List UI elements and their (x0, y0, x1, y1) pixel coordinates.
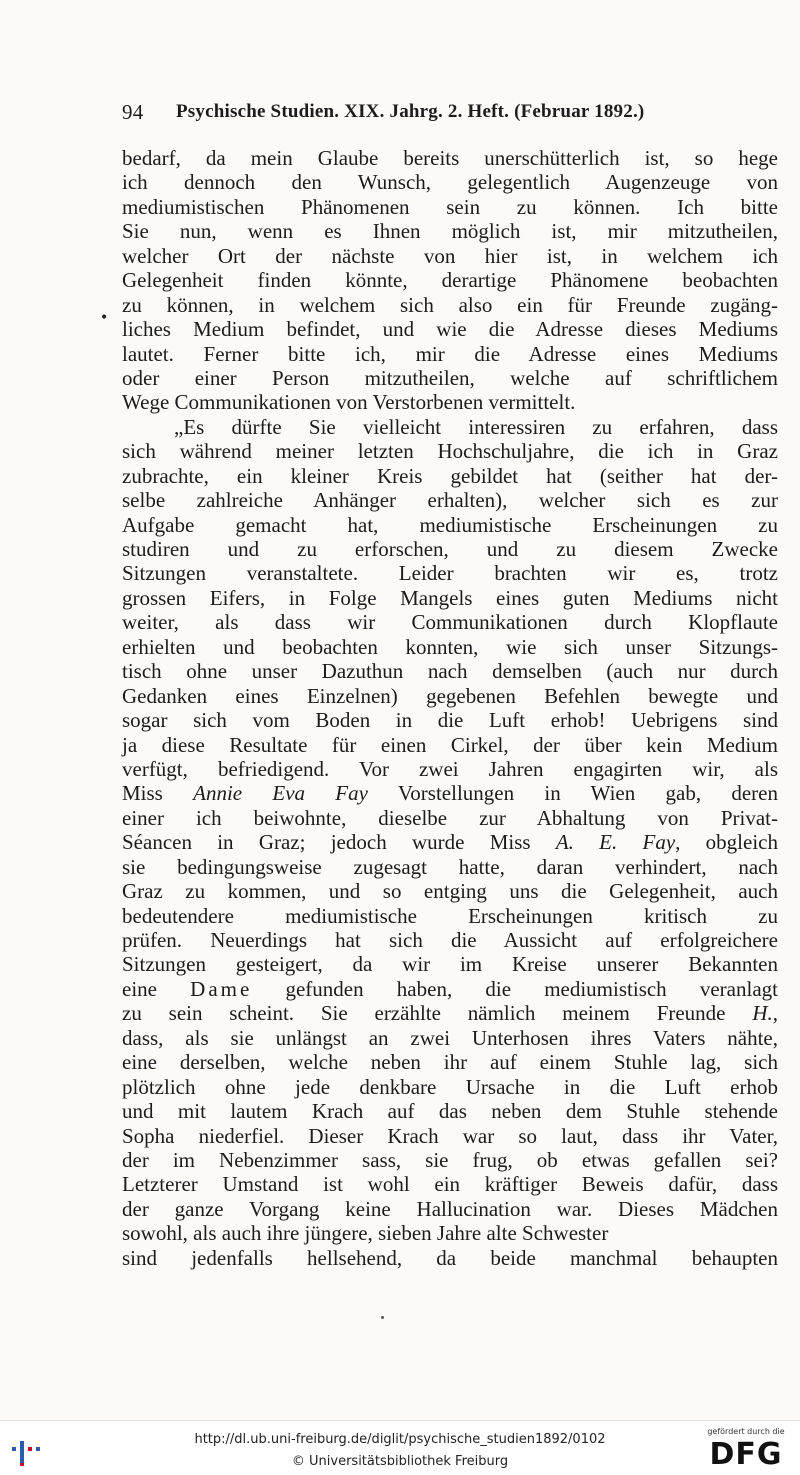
text-line: welcher Ort der nächste von hier ist, in welchem ich (122, 243, 778, 268)
text-line: Sopha niederfiel. Dieser Krach war so laut, dass ihr Vater, (122, 1123, 778, 1148)
text-line: Wege Communikationen von Verstorbenen vermittelt. (122, 390, 576, 415)
viewer-footer (0, 1420, 800, 1475)
text-line (122, 781, 778, 805)
text-line: studiren und zu erforschen, und zu diesem Zwecke (122, 537, 778, 561)
text-line: liches Medium befindet, und wie die Adresse dieses Mediums (122, 317, 778, 342)
text-line: Gelegenheit finden könnte, derartige Phänomene beobachten (122, 268, 778, 293)
text-line: bedarf, da mein Glaube bereits unerschütterlich ist, so hege (122, 146, 778, 170)
text-line: tisch ohne unser Dazuthun nach demselben (auch nur durch (122, 659, 778, 684)
page-number: 94 (122, 100, 144, 124)
text-line: sind jedenfalls hellsehend, da beide manchmal behaupten (122, 1245, 778, 1270)
text-line: zubrachte, ein kleiner Kreis gebildet hat (seither hat der- (122, 463, 778, 488)
text-line: sie bedingungsweise zugesagt hatte, daran verhindert, nach (122, 854, 778, 879)
text-line: erhielten und beobachten konnten, wie sich unser Sitzungs- (122, 634, 778, 659)
text-line: Sitzungen veranstaltete. Leider brachten wir es, trotz (122, 561, 778, 586)
letterspaced-word: Dame (190, 976, 253, 1001)
text-line: Sitzungen gesteigert, da wir im Kreise unserer Bekannten (122, 952, 778, 977)
text-line: der ganze Vorgang keine Hallucination war. Dieses Mädchen (122, 1196, 778, 1221)
text-line (122, 1001, 778, 1025)
text-line: eine derselben, welche neben ihr auf einem Stuhle lag, sich (122, 1050, 778, 1075)
emphasized-name: H. (752, 1001, 773, 1026)
text-line: sich während meiner letzten Hochschuljahre, die ich in Graz (122, 439, 778, 464)
text-line: Letzterer Umstand ist wohl ein kräftiger Beweis dafür, dass (122, 1172, 778, 1197)
emphasized-name: A. E. Fay (555, 830, 676, 855)
text-segment: Vorstellungen in Wien gab, deren (367, 781, 778, 806)
running-head: Psychische Studien. XIX. Jahrg. 2. Heft. (Februar 1892.) (176, 101, 645, 122)
text-line: ich dennoch den Wunsch, gelegentlich Augenzeuge von (122, 170, 778, 195)
dfg-wordmark: DFG (709, 1437, 783, 1472)
text-segment: gefunden haben, die mediumistisch veranlagt (252, 976, 778, 1001)
text-line: Graz zu kommen, und so entging uns die Gelegenheit, auch (122, 879, 778, 904)
text-line: plötzlich ohne jede denkbare Ursache in die Luft erhob (122, 1074, 778, 1099)
text-line: grossen Eifers, in Folge Mangels eines guten Mediums nicht (122, 585, 778, 610)
text-segment: Miss (122, 781, 194, 806)
text-line: bedeutendere mediumistische Erscheinungen kritisch zu (122, 903, 778, 928)
text-segment: , (772, 1001, 778, 1026)
text-line (122, 830, 778, 854)
text-line: mediumistischen Phänomenen sein zu können. Ich bitte (122, 194, 778, 219)
text-line (122, 977, 778, 1001)
text-line: Aufgabe gemacht hat, mediumistische Erscheinungen zu (122, 512, 778, 537)
emphasized-name: Annie Eva Fay (193, 781, 368, 806)
text-line: sogar sich vom Boden in die Luft erhob! Uebrigens sind (122, 708, 778, 733)
text-segment: , obgleich (675, 830, 778, 855)
text-line: und mit lautem Krach auf das neben dem Stuhle stehende (122, 1099, 778, 1124)
text-line: der im Nebenzimmer sass, sie frug, ob etwas gefallen sei? (122, 1147, 778, 1172)
dfg-logo (700, 1427, 792, 1471)
text-segment: zu sein scheint. Sie erzählte nämlich meinem Freunde (122, 1001, 753, 1026)
text-segment: Séancen in Graz; jedoch wurde Miss (122, 830, 556, 855)
text-line: prüfen. Neuerdings hat sich die Aussicht auf erfolgreichere (122, 928, 778, 952)
text-line: einer ich beiwohnte, dieselbe zur Abhaltung von Privat- (122, 805, 778, 830)
text-line: verfügt, befriedigend. Vor zwei Jahren engagirten wir, als (122, 756, 778, 781)
text-line: ja diese Resultate für einen Cirkel, der über kein Medium (122, 732, 778, 757)
text-line: lautet. Ferner bitte ich, mir die Adresse eines Mediums (122, 341, 778, 366)
text-line: oder einer Person mitzutheilen, welche auf schriftlichem (122, 365, 778, 390)
text-line: „Es dürfte Sie vielleicht interessiren zu erfahren, dass (174, 414, 778, 439)
text-line: Sie nun, wenn es Ihnen möglich ist, mir mitzutheilen, (122, 219, 778, 244)
margin-mark-icon: • (100, 310, 109, 326)
source-url-link[interactable]: http://dl.ub.uni-freiburg.de/diglit/psychische_studien1892/0102 (194, 1432, 606, 1447)
page-header (122, 100, 778, 132)
text-segment: eine (122, 976, 191, 1001)
text-line: Gedanken eines Einzelnen) gegebenen Befehlen bewegte und (122, 683, 778, 708)
text-line: sowohl, als auch ihre jüngere, sieben Jahre alte Schwester (122, 1221, 609, 1246)
body-text (122, 146, 778, 1270)
copyright-notice: © Universitätsbibliothek Freiburg (291, 1454, 509, 1469)
text-line: dass, als sie unlängst an zwei Unterhosen ihres Vaters nähte, (122, 1025, 778, 1050)
dfg-tagline: gefördert durch die (707, 1427, 785, 1436)
text-line: selbe zahlreiche Anhänger erhalten), welcher sich es zur (122, 488, 778, 513)
text-line: weiter, als dass wir Communikationen durch Klopflaute (122, 610, 778, 635)
speck-mark-icon (381, 1316, 384, 1319)
text-line: zu können, in welchem sich also ein für Freunde zugäng- (122, 292, 778, 317)
